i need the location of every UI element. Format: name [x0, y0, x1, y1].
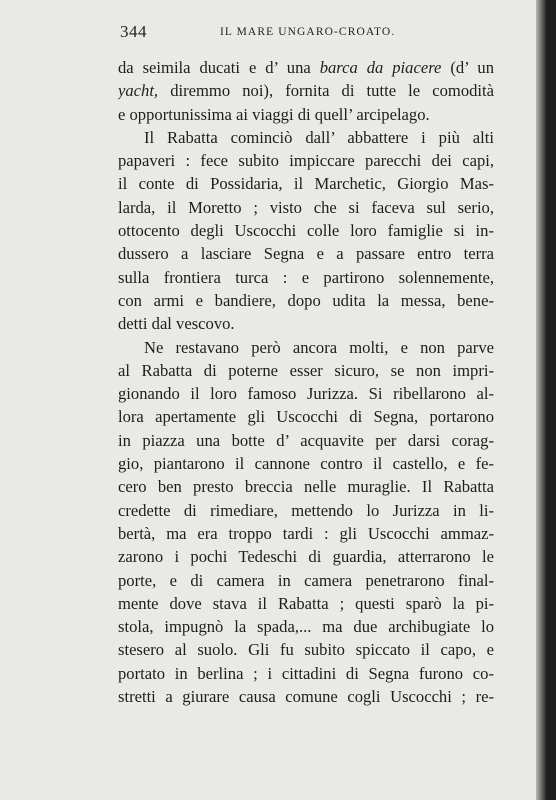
text-span: mente dove stava il Rabatta ; questi sparò la pi-	[118, 593, 494, 613]
text-span: ottocento degli Uscocchi colle loro famiglie si in-	[118, 221, 494, 241]
text-span: porte, e di camera in camera penetrarono final-	[118, 570, 494, 590]
text-span: detti dal vescovo.	[118, 314, 235, 334]
text-line	[118, 522, 494, 545]
text-span: portato in berlina ; i cittadini di Segna furono co-	[118, 663, 494, 683]
text-line	[118, 196, 494, 219]
text-line	[118, 662, 494, 685]
text-line	[118, 336, 494, 359]
text-line	[118, 592, 494, 615]
text-line	[118, 312, 494, 335]
text-span: stola, impugnò la spada,... ma due archibugiate lo	[118, 617, 494, 637]
text-line	[118, 266, 494, 289]
text-line	[118, 359, 494, 382]
text-line	[118, 545, 494, 568]
text-line	[118, 56, 494, 79]
text-span: stretti a giurare causa comune cogli Uscocchi ; re-	[118, 687, 494, 707]
text-line	[118, 289, 494, 312]
text-line	[118, 79, 494, 102]
text-line	[118, 615, 494, 638]
page-number: 344	[120, 22, 147, 41]
text-span: diremmo noi), fornita di tutte le comodità	[158, 81, 494, 101]
text-span: bertà, ma era troppo tardi : gli Uscocchi ammaz-	[118, 523, 494, 543]
text-span: papaveri : fece subito impiccare parecchi dei capi,	[118, 151, 494, 171]
page-header	[120, 22, 492, 44]
text-span: larda, il Moretto ; visto che si faceva sul serio,	[118, 197, 494, 217]
text-span: e opportunissima ai viaggi di quell’ arcipelago.	[118, 104, 430, 124]
text-span: credette di rimediare, mettendo lo Jurizza in li-	[118, 500, 494, 520]
text-line	[118, 452, 494, 475]
text-line	[118, 429, 494, 452]
text-span: zarono i pochi Tedeschi di guardia, atterrarono le	[118, 547, 494, 567]
page-edge-shadow	[536, 0, 546, 800]
running-title: IL MARE UNGARO-CROATO.	[220, 26, 396, 38]
text-span: in piazza una botte d’ acquavite per darsi corag-	[118, 430, 494, 450]
text-line	[118, 685, 494, 708]
text-span: il conte di Possidaria, il Marchetic, Giorgio Mas-	[118, 174, 494, 194]
italic-text: yacht,	[118, 81, 159, 101]
text-line	[118, 638, 494, 661]
text-line	[118, 103, 494, 126]
text-line	[118, 475, 494, 498]
text-line	[118, 382, 494, 405]
text-span: dussero a lasciare Segna e a passare entro terra	[118, 244, 494, 264]
text-span: sulla frontiera turca : e partirono solennemente,	[118, 267, 494, 287]
text-line	[118, 242, 494, 265]
text-line	[118, 569, 494, 592]
text-span: cero ben presto breccia nelle muraglie. Il Rabatta	[118, 477, 494, 497]
text-span: lora apertamente gli Uscocchi di Segna, portarono	[118, 407, 494, 427]
italic-text: barca da piacere	[319, 58, 442, 77]
text-span: stesero al suolo. Gli fu subito spiccato il capo, e	[118, 640, 494, 660]
text-span: Ne restavano però ancora molti, e non parve	[144, 337, 494, 357]
text-line	[118, 499, 494, 522]
text-line	[118, 405, 494, 428]
body-text	[118, 56, 494, 708]
text-line	[118, 172, 494, 195]
text-line	[118, 219, 494, 242]
text-span: con armi e bandiere, dopo udita la messa, bene-	[118, 290, 494, 310]
text-span: (d’ un	[441, 58, 494, 77]
text-line	[118, 126, 494, 149]
text-span: gio, piantarono il cannone contro il castello, e fe-	[118, 454, 494, 474]
text-span: gionando il loro famoso Jurizza. Si ribellarono al-	[118, 384, 494, 404]
text-line	[118, 149, 494, 172]
text-span: Il Rabatta cominciò dall’ abbattere i più alti	[144, 127, 494, 147]
text-span: da seimila ducati e d’ una	[118, 58, 320, 77]
text-span: al Rabatta di poterne esser sicuro, se non impri-	[118, 360, 494, 380]
